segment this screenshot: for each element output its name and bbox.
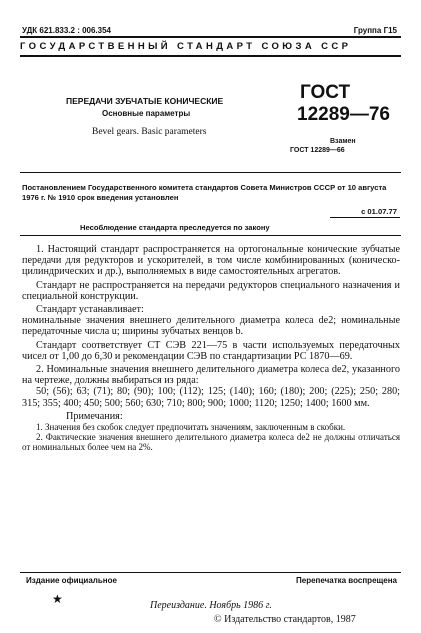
note-1: 1. Значения без скобок следует предпочитать значениям, заключенным в скобки. xyxy=(36,422,346,433)
reprint-prohibited: Перепечатка воспрещена xyxy=(296,576,397,585)
footer-rule xyxy=(20,572,401,573)
instead-value: ГОСТ 12289—66 xyxy=(290,147,345,154)
subtitle-ru: Основные параметры xyxy=(102,109,191,118)
note-2: 2. Фактические значения внешнего делительного диаметра колеса de2 не должны отличаться от номинальных более чем на 2%. xyxy=(22,432,400,453)
instead-label: Взамен xyxy=(330,138,356,145)
title-ru: ПЕРЕДАЧИ ЗУБЧАТЫЕ КОНИЧЕСКИЕ xyxy=(66,96,224,106)
paragraph-correspondence: Стандарт соответствует СТ СЭВ 221—75 в части используемых передаточных чисел от 1,00 до 6,30 и рекомендации СЭВ по стандартизации РС 1870—69. xyxy=(22,339,400,362)
diameter-series: 50; (56); 63; (71); 80; (90); 100; (112); 125; (140); 160; (180); 200; (225); 250; 280; 315; 355; 400; 450; 500; 560; 630; 710; 800; 900; 1000; 1120; 1250; 1400; 1600 мм. xyxy=(22,386,400,409)
decree-rule xyxy=(20,235,401,236)
paragraph-parameters: номинальные значения внешнего делительного диаметра колеса de2; номинальные передаточные числа u; ширины зубчатых венцов b. xyxy=(22,315,400,338)
decree-text: Постановлением Государственного комитета стандартов Совета Министров СССР от 10 августа 1976 г. № 1910 срок введения установлен xyxy=(22,183,387,202)
effective-date: с 01.07.77 xyxy=(361,207,397,216)
group-code: Группа Г15 xyxy=(353,26,397,35)
notes-title: Примечания: xyxy=(66,410,123,422)
paragraph-scope: 1. Настоящий стандарт распространяется на ортогональные конические зубчатые передачи для редукторов и ускорителей, в том числе комбинированных (коническо-цилиндрических и др.), выполняемых в виде самостоятельных агрегатов. xyxy=(22,244,400,278)
standard-body xyxy=(22,244,400,453)
gost-number: 12289—76 xyxy=(297,104,390,125)
title-en: Bevel gears. Basic parameters xyxy=(92,127,207,137)
title-rule xyxy=(20,172,401,173)
top-rule xyxy=(20,36,401,38)
paragraph-diameter: 2. Номинальные значения внешнего делительного диаметра колеса de2, указанного на чертеже, должны выбираться из ряда: xyxy=(22,364,400,387)
legal-warning: Несоблюдение стандарта преследуется по закону xyxy=(80,223,270,232)
paragraph-exclusion: Стандарт не распространяется на передачи редукторов специального назначения и специальной конструкции. xyxy=(22,279,400,302)
date-underline xyxy=(330,217,400,218)
reissue-note: Переиздание. Ноябрь 1986 г. xyxy=(150,600,272,611)
copyright: © Издательство стандартов, 1987 xyxy=(214,614,356,625)
udc-code: УДК 621.833.2 : 006.354 xyxy=(22,26,111,35)
official-edition: Издание официальное xyxy=(26,576,117,585)
banner-rule xyxy=(20,55,401,57)
star-icon: ★ xyxy=(52,592,63,606)
state-standard-banner: ГОСУДАРСТВЕННЫЙ СТАНДАРТ СОЮЗА ССР xyxy=(20,41,352,52)
paragraph-establishes: Стандарт устанавливает: xyxy=(36,304,144,316)
gost-label: ГОСТ xyxy=(300,82,351,103)
